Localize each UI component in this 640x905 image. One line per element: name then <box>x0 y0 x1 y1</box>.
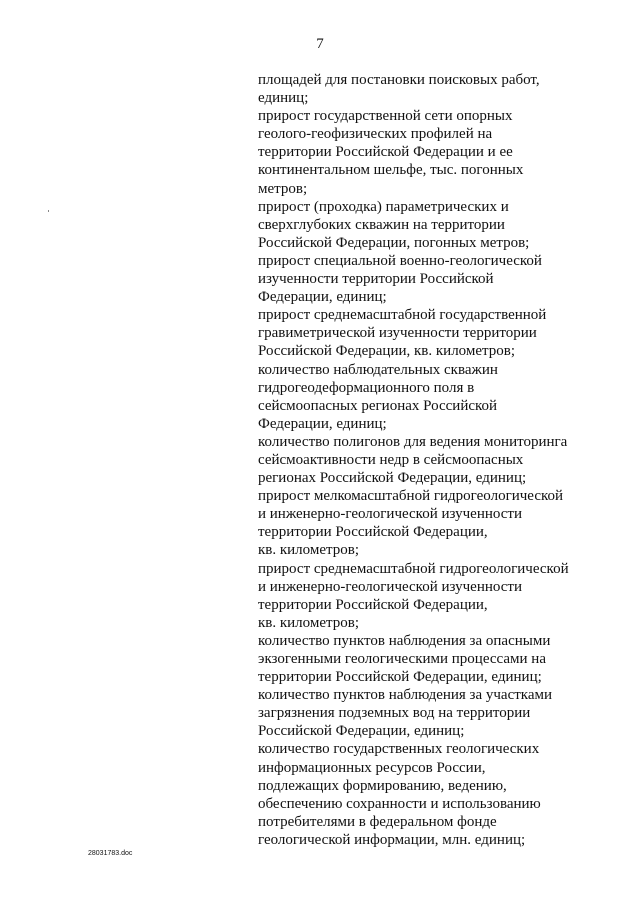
text-line: потребителями в федеральном фонде <box>258 813 497 830</box>
text-line: территории Российской Федерации, <box>258 596 488 613</box>
text-line: территории Российской Федерации, единиц; <box>258 669 542 686</box>
text-line: площадей для постановки поисковых работ, <box>258 72 540 88</box>
text-line: Российской Федерации, погонных метров; <box>258 234 530 251</box>
text-line: сейсмоактивности недр в сейсмоопасных <box>258 451 524 468</box>
text-line: геолого-геофизических профилей на <box>258 126 493 143</box>
text-line: прирост среднемасштабной государственной <box>258 307 547 324</box>
text-line: количество государственных геологических <box>258 741 540 758</box>
text-line: прирост мелкомасштабной гидрогеологической <box>258 488 564 505</box>
text-line: Федерации, единиц; <box>258 289 387 306</box>
text-line: обеспечению сохранности и использованию <box>258 795 541 812</box>
text-line: кв. километров; <box>258 614 360 631</box>
text-line: и инженерно-геологической изученности <box>258 506 522 523</box>
text-line: прирост (проходка) параметрических и <box>258 198 509 215</box>
body-text <box>258 71 598 849</box>
text-line: регионах Российской Федерации, единиц; <box>258 470 527 487</box>
text-line: гидрогеодеформационного поля в <box>258 379 475 396</box>
text-line: информационных ресурсов России, <box>258 759 486 776</box>
text-line: метров; <box>258 180 308 197</box>
text-line: количество пунктов наблюдения за участками <box>258 687 553 704</box>
text-line: Российской Федерации, кв. километров; <box>258 343 516 360</box>
text-line: подлежащих формированию, ведению, <box>258 777 507 794</box>
text-line: изученности территории Российской <box>258 271 494 288</box>
page-number: 7 <box>316 36 324 52</box>
text-line: континентальном шельфе, тыс. погонных <box>258 162 524 179</box>
text-line: сверхглубоких скважин на территории <box>258 216 505 233</box>
text-line: загрязнения подземных вод на территории <box>258 705 531 722</box>
text-line: количество полигонов для ведения мониторинга <box>258 433 568 450</box>
text-line: территории Российской Федерации, <box>258 524 488 541</box>
text-line: геологической информации, млн. единиц; <box>258 831 526 848</box>
text-line: экзогенными геологическими процессами на <box>258 651 546 667</box>
text-line: и инженерно-геологической изученности <box>258 578 522 595</box>
text-line: прирост государственной сети опорных <box>258 108 513 125</box>
text-line: территории Российской Федерации и ее <box>258 144 513 161</box>
text-line: количество пунктов наблюдения за опасными <box>258 632 551 649</box>
margin-mark <box>48 210 49 212</box>
footer-document-id: 28031783.doc <box>88 850 133 857</box>
text-line: Федерации, единиц; <box>258 415 387 432</box>
text-line: количество наблюдательных скважин <box>258 361 498 378</box>
text-line: прирост специальной военно-геологической <box>258 252 542 269</box>
text-line: кв. километров; <box>258 542 360 559</box>
text-line: гравиметрической изученности территории <box>258 325 537 342</box>
text-line: сейсмоопасных регионах Российской <box>258 397 498 414</box>
text-line: единиц; <box>258 90 309 107</box>
text-line: Российской Федерации, единиц; <box>258 723 465 740</box>
text-line: прирост среднемасштабной гидрогеологической <box>258 560 569 577</box>
